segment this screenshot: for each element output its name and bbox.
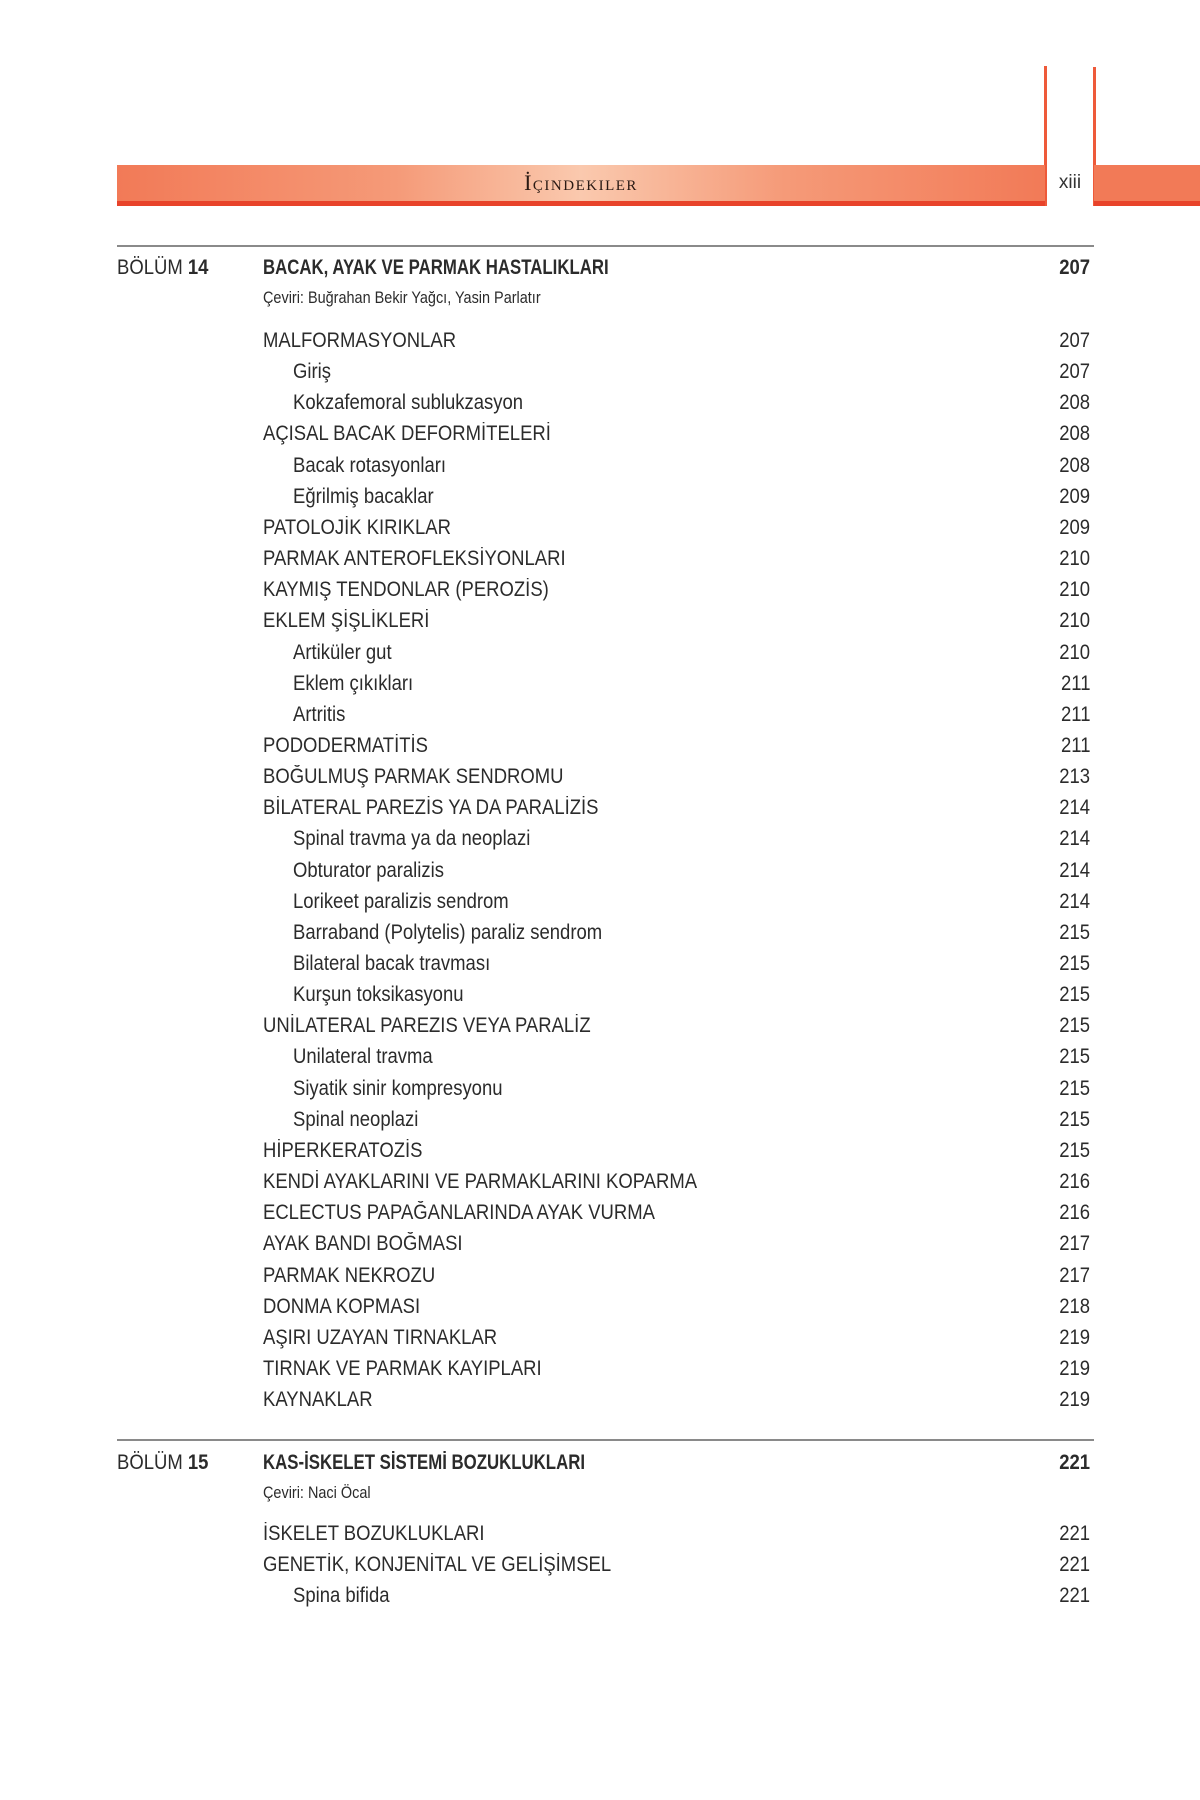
toc-entry-page: 215 (1059, 920, 1090, 944)
toc-entry-title[interactable]: PATOLOJİK KIRIKLAR (263, 515, 451, 539)
toc-entry-title[interactable]: KENDİ AYAKLARINI VE PARMAKLARINI KOPARMA (263, 1170, 698, 1194)
toc-entry[interactable] (0, 1323, 1200, 1353)
toc-entry-page: 215 (1059, 952, 1090, 975)
toc-entry[interactable] (0, 1292, 1200, 1322)
toc-entry-page: 209 (1059, 515, 1090, 539)
toc-entry-title[interactable]: Bilateral bacak travması (293, 952, 491, 975)
toc-entry[interactable] (0, 1167, 1200, 1197)
toc-entry[interactable] (0, 1042, 1200, 1072)
toc-entry-page: 215 (1059, 1045, 1090, 1069)
chapter-title[interactable]: BACAK, AYAK VE PARMAK HASTALIKLARI (263, 256, 609, 279)
toc-entry-page: 214 (1059, 889, 1090, 913)
toc-entry-page: 215 (1059, 983, 1090, 1007)
chapter-label: BÖLÜM 15 (117, 1451, 209, 1474)
toc-entry-title[interactable]: Eklem çıkıkları (293, 671, 414, 695)
toc-entry-title[interactable]: DONMA KOPMASI (263, 1294, 421, 1318)
chapter-translator (0, 283, 1200, 313)
toc-entry-title[interactable]: Giriş (293, 360, 331, 384)
toc-entry-page: 215 (1059, 1138, 1090, 1162)
toc-entry-page: 216 (1059, 1201, 1090, 1225)
toc-entry-title[interactable]: AÇISAL BACAK DEFORMİTELERİ (263, 422, 551, 446)
chapter-title[interactable]: KAS-İSKELET SİSTEMİ BOZUKLUKLARI (263, 1451, 585, 1474)
toc-entry-title[interactable]: Bacak rotasyonları (293, 453, 447, 477)
toc-entry-title[interactable]: PODODERMATİTİS (263, 733, 428, 757)
toc-entry-page: 217 (1059, 1263, 1090, 1287)
toc-entry-page: 216 (1059, 1170, 1090, 1194)
toc-entry[interactable] (0, 575, 1200, 605)
toc-entry-title[interactable]: Spinal neoplazi (293, 1107, 419, 1131)
toc-entry-page: 207 (1059, 360, 1090, 384)
chapter-divider (117, 245, 1094, 247)
toc-entry-title[interactable]: İSKELET BOZUKLUKLARI (263, 1522, 485, 1545)
chapter-label: BÖLÜM 14 (117, 256, 209, 279)
toc-entry[interactable] (0, 980, 1200, 1010)
toc-entry[interactable] (0, 918, 1200, 948)
toc-entry-title[interactable]: Lorikeet paralizis sendrom (293, 889, 509, 913)
toc-entry[interactable] (0, 856, 1200, 886)
toc-entry-page: 221 (1059, 1553, 1090, 1577)
toc-entry-title[interactable]: Kokzafemoral sublukzasyon (293, 391, 524, 415)
toc-entry[interactable] (0, 700, 1200, 730)
toc-entry-page: 214 (1059, 858, 1090, 882)
translator-text: Çeviri: Buğrahan Bekir Yağcı, Yasin Parlatır (263, 288, 541, 307)
toc-entry-title[interactable]: TIRNAK VE PARMAK KAYIPLARI (263, 1356, 542, 1380)
toc-entry-title[interactable]: ECLECTUS PAPAĞANLARINDA AYAK VURMA (263, 1201, 655, 1225)
toc-entry-page: 211 (1060, 702, 1090, 726)
chapter-page: 207 (1059, 256, 1090, 279)
toc-entry[interactable] (0, 326, 1200, 356)
toc-entry-title[interactable]: AYAK BANDI BOĞMASI (263, 1232, 463, 1256)
toc-entry-page: 210 (1059, 609, 1090, 633)
toc-entry-title[interactable]: KAYMIŞ TENDONLAR (PEROZİS) (263, 578, 549, 602)
toc-entry[interactable] (0, 1581, 1200, 1611)
toc-entry-page: 218 (1059, 1294, 1090, 1318)
toc-entry-page: 221 (1059, 1522, 1090, 1545)
toc-entry-title[interactable]: Eğrilmiş bacaklar (293, 484, 434, 508)
toc-entry-title[interactable]: Spina bifida (293, 1584, 390, 1608)
toc-entry-page: 207 (1059, 329, 1090, 352)
toc-entry[interactable] (0, 1074, 1200, 1104)
toc-entry[interactable] (0, 451, 1200, 481)
toc-entry-title[interactable]: KAYNAKLAR (263, 1388, 373, 1412)
toc-entry-page: 219 (1059, 1388, 1090, 1412)
toc-entry[interactable] (0, 1136, 1200, 1166)
toc-entry-title[interactable]: HİPERKERATOZİS (263, 1138, 423, 1162)
toc-entry-title[interactable]: Artiküler gut (293, 640, 392, 664)
translator-text: Çeviri: Naci Öcal (263, 1483, 371, 1502)
toc-entry[interactable] (0, 482, 1200, 512)
toc-entry-page: 210 (1059, 547, 1090, 571)
toc-entry-page: 214 (1059, 796, 1090, 820)
toc-entry[interactable] (0, 669, 1200, 699)
toc-entry-page: 208 (1059, 453, 1090, 477)
toc-entry-title[interactable]: Kurşun toksikasyonu (293, 983, 464, 1007)
toc-entry-title[interactable]: EKLEM ŞİŞLİKLERİ (263, 609, 430, 633)
toc-entry[interactable] (0, 544, 1200, 574)
toc-entry-title[interactable]: MALFORMASYONLAR (263, 329, 457, 352)
chapter-heading[interactable] (0, 253, 1200, 283)
toc-entry[interactable] (0, 793, 1200, 823)
toc-entry[interactable] (0, 887, 1200, 917)
toc-entry[interactable] (0, 1261, 1200, 1291)
toc-entry-title[interactable]: AŞIRI UZAYAN TIRNAKLAR (263, 1325, 498, 1349)
toc-entry[interactable] (0, 1198, 1200, 1228)
toc-entry-page: 214 (1059, 827, 1090, 851)
toc-entry[interactable] (0, 638, 1200, 668)
toc-entry-title[interactable]: PARMAK NEKROZU (263, 1263, 436, 1287)
toc-entry-page: 208 (1059, 422, 1090, 446)
toc-entry[interactable] (0, 1229, 1200, 1259)
toc-entry[interactable] (0, 762, 1200, 792)
toc-entry[interactable] (0, 357, 1200, 387)
toc-entry-page: 215 (1059, 1014, 1090, 1038)
toc-entry-title[interactable]: Artritis (293, 702, 346, 726)
toc-entry-title[interactable]: Obturator paralizis (293, 858, 444, 882)
chapter-translator (0, 1478, 1200, 1508)
toc-entry-title[interactable]: BOĞULMUŞ PARMAK SENDROMU (263, 765, 564, 789)
toc-entry-page: 210 (1059, 578, 1090, 602)
toc-entry-page: 219 (1059, 1325, 1090, 1349)
toc-entry-page: 209 (1059, 484, 1090, 508)
toc-entry-title[interactable]: BİLATERAL PAREZİS YA DA PARALİZİS (263, 796, 599, 820)
page-number: xiii (1058, 172, 1082, 193)
chapter-heading[interactable] (0, 1448, 1200, 1478)
toc-entry-title[interactable]: Spinal travma ya da neoplazi (293, 827, 531, 851)
toc-entry[interactable] (0, 824, 1200, 854)
toc-entry-page: 215 (1059, 1107, 1090, 1131)
toc-entry-page: 219 (1059, 1356, 1090, 1380)
toc-entry[interactable] (0, 513, 1200, 543)
toc-entry-page: 215 (1059, 1076, 1090, 1100)
toc-entry[interactable] (0, 1011, 1200, 1041)
toc-entry-title[interactable]: Unilateral travma (293, 1045, 433, 1069)
toc-entry-page: 217 (1059, 1232, 1090, 1256)
toc-entry-page: 221 (1059, 1584, 1090, 1608)
toc-entry[interactable] (0, 606, 1200, 636)
toc-entry[interactable] (0, 1519, 1200, 1549)
toc-entry[interactable] (0, 419, 1200, 449)
toc-entry[interactable] (0, 1550, 1200, 1580)
chapter-page: 221 (1059, 1451, 1090, 1474)
toc-entry-title[interactable]: PARMAK ANTEROFLEKSİYONLARI (263, 547, 566, 571)
chapter-divider (117, 1439, 1094, 1441)
toc-entry[interactable] (0, 1105, 1200, 1135)
toc-entry[interactable] (0, 1385, 1200, 1415)
toc-entry[interactable] (0, 388, 1200, 418)
toc-entry[interactable] (0, 1354, 1200, 1384)
toc-entry-title[interactable]: UNİLATERAL PAREZIS VEYA PARALİZ (263, 1014, 591, 1038)
toc-entry[interactable] (0, 731, 1200, 761)
toc-entry-title[interactable]: Siyatik sinir kompresyonu (293, 1076, 503, 1100)
page-title: İçindekiler (524, 170, 638, 195)
toc-entry-title[interactable]: GENETİK, KONJENİTAL VE GELİŞİMSEL (263, 1553, 612, 1577)
header-bar-right (1094, 165, 1200, 206)
toc-entry-page: 213 (1059, 765, 1090, 789)
toc-entry[interactable] (0, 949, 1200, 979)
toc-entry-page: 210 (1059, 640, 1090, 664)
toc-entry-title[interactable]: Barraband (Polytelis) paraliz sendrom (293, 920, 603, 944)
toc-entry-page: 208 (1059, 391, 1090, 415)
toc-entry-page: 211 (1060, 671, 1090, 695)
toc-entry-page: 211 (1060, 733, 1090, 757)
